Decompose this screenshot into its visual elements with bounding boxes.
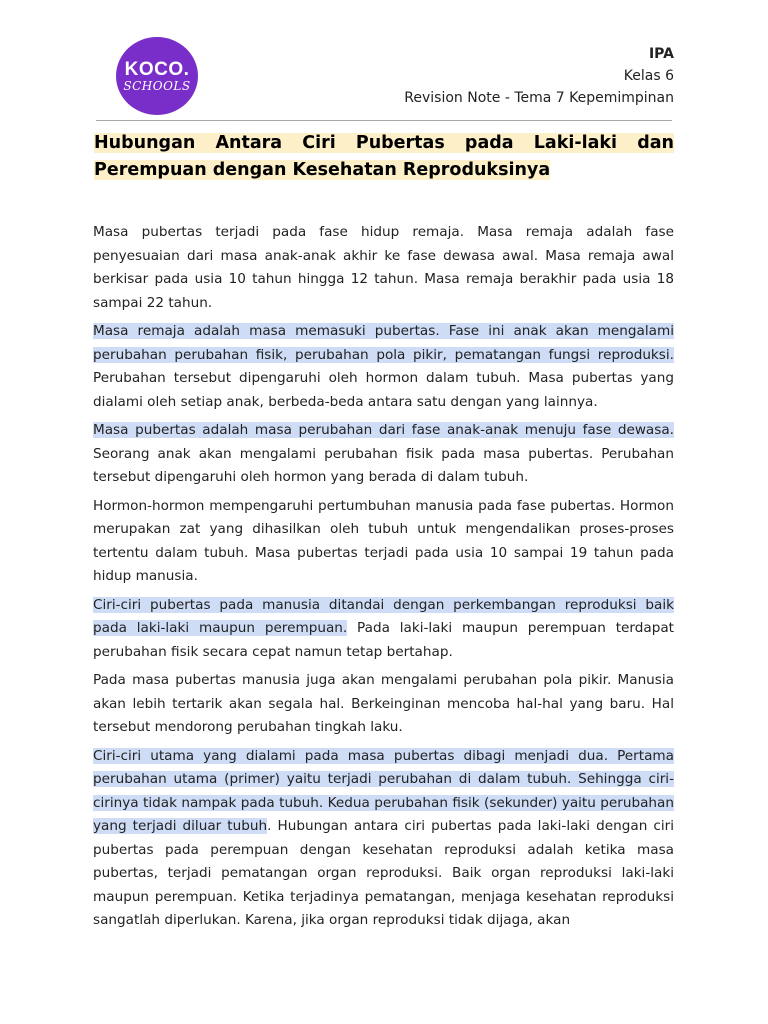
paragraph-6 [93,669,674,740]
grade-label: Kelas 6 [623,68,674,84]
document-header [404,43,674,109]
paragraph-1 [93,221,674,315]
logo-main-text: KOCO. [124,58,190,80]
paragraph-3 [93,419,674,490]
paragraph-7 [93,745,674,933]
page-title [94,130,674,184]
subject-label: IPA [648,46,674,62]
paragraph-text: Pada laki-laki maupun perempuan terdapat perubahan fisik secara cepat namun tetap bertahap. [93,620,674,660]
document-body [93,221,674,938]
paragraph-text: Pada masa pubertas manusia juga akan mengalami perubahan pola pikir. Manusia akan lebih tertarik akan segala hal. Berkeinginan mencoba hal-hal yang baru. Hal tersebut mendorong perubahan tingkah laku. [93,672,674,735]
koco-schools-logo [116,37,198,115]
paragraph-text: Hormon-hormon mempengaruhi pertumbuhan manusia pada fase pubertas. Hormon merupakan zat yang dihasilkan oleh tubuh untuk mengendalikan proses-proses tertentu dalam tubuh. Masa pubertas terjadi pada usia 10 sampai 19 tahun pada hidup manusia. [93,497,674,584]
paragraph-4 [93,495,674,589]
highlighted-text: Ciri-ciri pubertas pada manusia ditandai dengan perkembangan reproduksi baik pada laki-laki maupun perempuan. [93,596,674,636]
header-divider [96,120,672,121]
highlighted-text: Masa pubertas adalah masa perubahan dari fase anak-anak menuju fase dewasa. [93,422,674,438]
page-title-text: Hubungan Antara Ciri Pubertas pada Laki-laki dan Perempuan dengan Kesehatan Reproduksinya [94,133,674,180]
paragraph-5 [93,594,674,665]
paragraph-text: . Hubungan antara ciri pubertas pada laki-laki dengan ciri pubertas pada perempuan dengan kesehatan reproduksi adalah ketika masa pubertas, terjadi pematangan organ reproduksi. Baik organ reproduksi laki-laki maupun perempuan. Ketika terjadinya pematangan, menjaga kesehatan reproduksi sangatlah diperlukan. Karena, jika organ reproduksi tidak dijaga, akan [93,818,674,928]
highlighted-text: Masa remaja adalah masa memasuki pubertas. Fase ini anak akan mengalami perubahan perubahan fisik, perubahan pola pikir, pematangan fungsi reproduksi. [93,323,674,363]
highlighted-text: Ciri-ciri utama yang dialami pada masa pubertas dibagi menjadi dua. Pertama perubahan utama (primer) yaitu terjadi perubahan di dalam tubuh. Sehingga ciri-cirinya tidak nampak pada tubuh. Kedua perubahan fisik (sekunder) yaitu perubahan yang terjadi diluar tubuh [93,747,674,834]
paragraph-text: Masa pubertas terjadi pada fase hidup remaja. Masa remaja adalah fase penyesuaian dari masa anak-anak akhir ke fase dewasa awal. Masa remaja awal berkisar pada usia 10 tahun hingga 12 tahun. Masa remaja berakhir pada usia 18 sampai 22 tahun. [93,224,674,311]
logo-sub-text: SCHOOLS [123,78,191,93]
paragraph-text: Perubahan tersebut dipengaruhi oleh hormon dalam tubuh. Masa pubertas yang dialami oleh setiap anak, berbeda-beda antara satu dengan yang lainnya. [93,370,674,410]
revision-note-label: Revision Note - Tema 7 Kepemimpinan [404,90,674,106]
paragraph-2 [93,320,674,414]
paragraph-text: Seorang anak akan mengalami perubahan fisik pada masa pubertas. Perubahan tersebut dipengaruhi oleh hormon yang berada di dalam tubuh. [93,445,674,485]
